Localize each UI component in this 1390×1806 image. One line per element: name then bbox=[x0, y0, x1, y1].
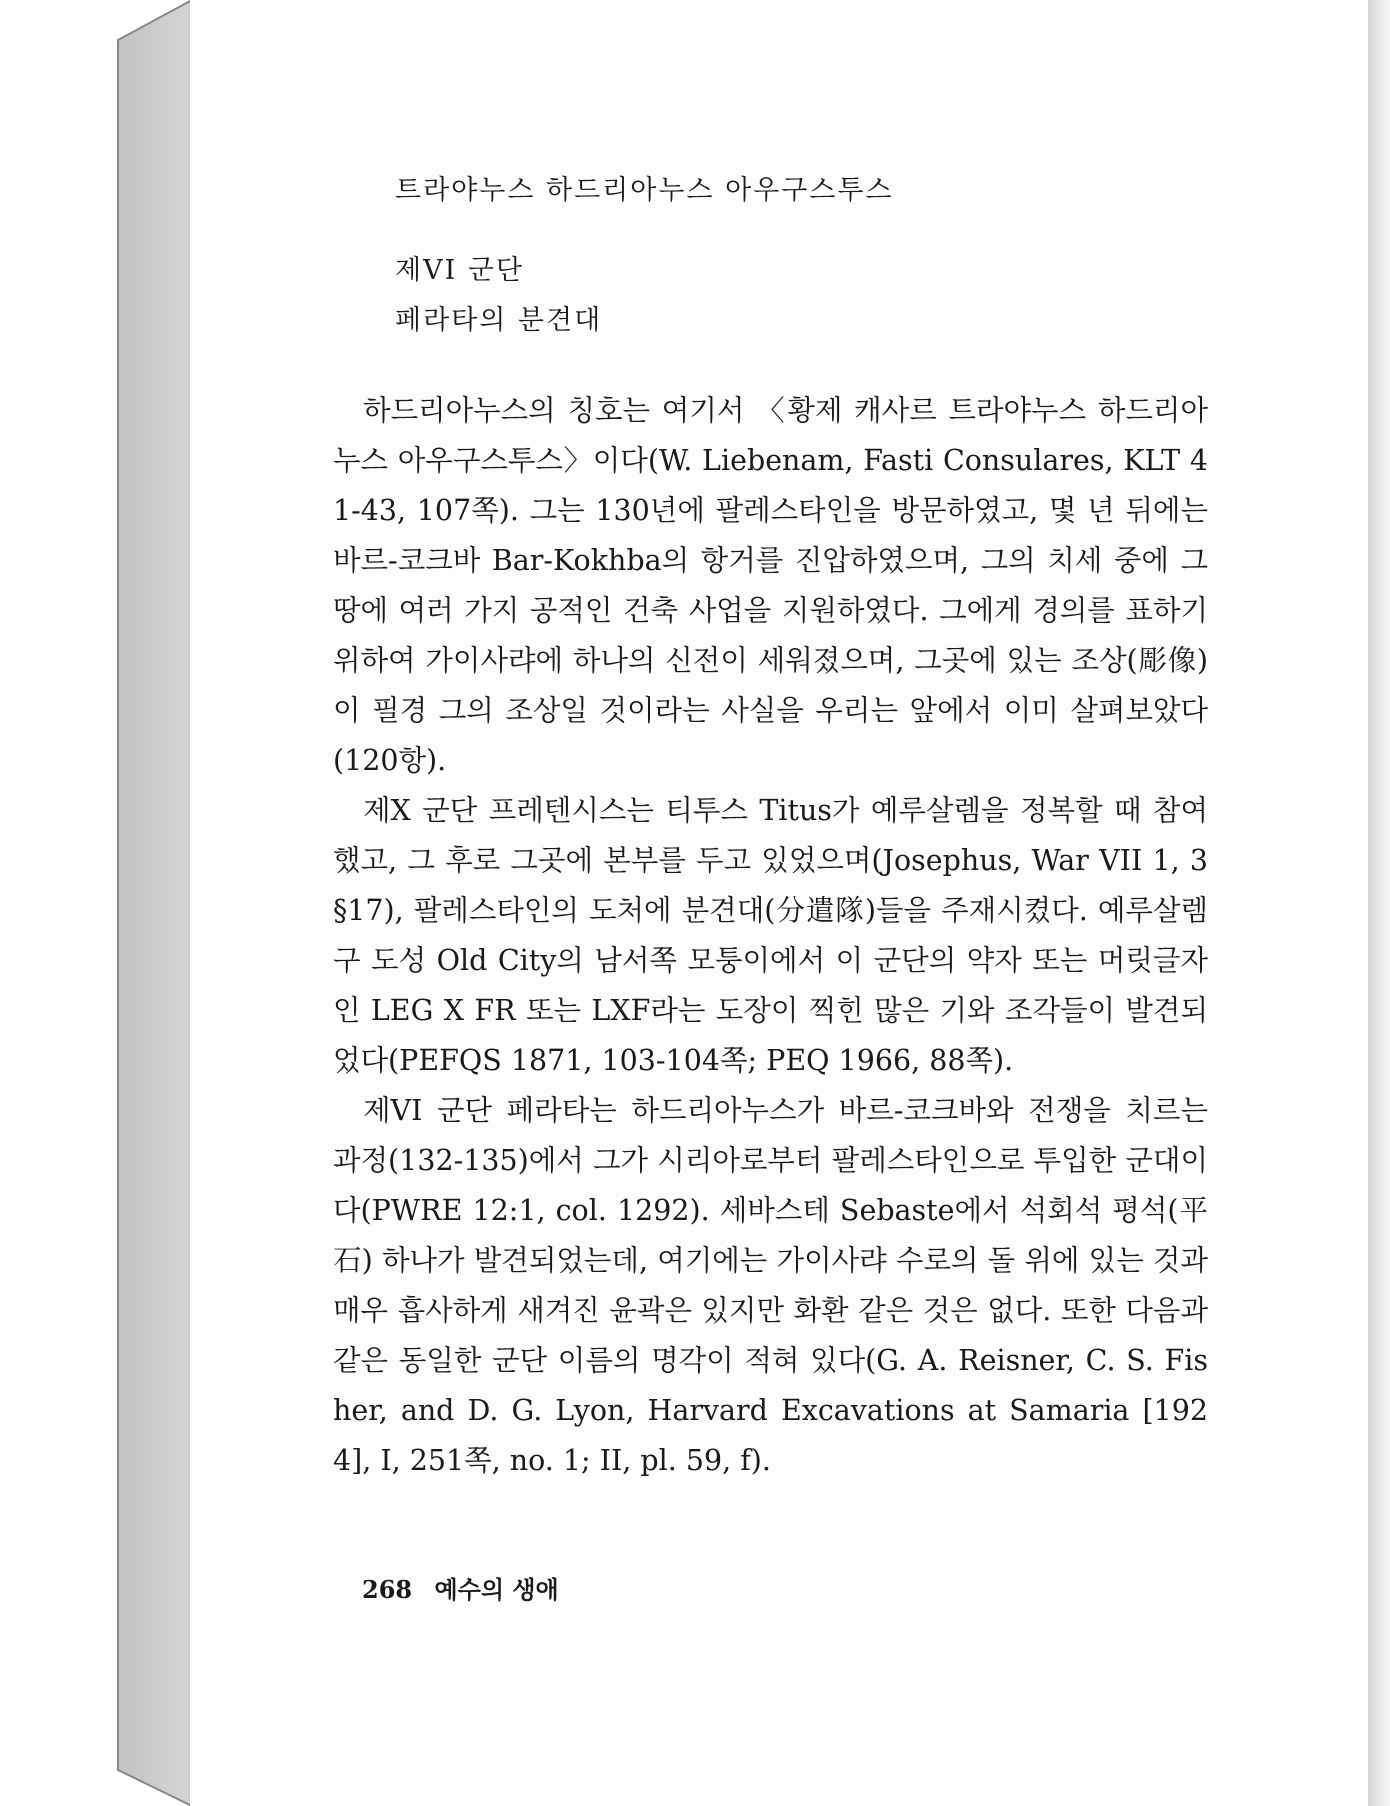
body-text bbox=[333, 386, 1208, 1486]
page-footer bbox=[362, 1570, 559, 1605]
header-line-2: 제VI 군단 bbox=[395, 255, 524, 286]
header-line-1: 트라야누스 하드리아누스 아우구스투스 bbox=[395, 175, 894, 206]
book-spine-graphic bbox=[0, 0, 200, 1806]
paragraph-3: 제VI 군단 페라타는 하드리아누스가 바르-코크바와 전쟁을 치르는 과정(132-135)에서 그가 시리아로부터 팔레스타인으로 투입한 군대이다(PWRE 12:1, col. 1292). 세바스테 Sebaste에서 석회석 평석(平石) 하나가 발견되었는데, 여기에는 가이사랴 수로의 돌 위에 있는 것과 매우 흡사하게 새겨진 윤곽은 있지만 화환 같은 것은 없다. 또한 다음과 같은 동일한 군단 이름의 명각이 적혀 있다(G. A. Reisner, C. S. Fisher, and D. G. Lyon, Harvard Excavations at Samaria [1924], I, 251쪽, no. 1; II, pl. 59, f). bbox=[333, 1094, 1208, 1477]
page-edge-shadow bbox=[1368, 0, 1390, 1806]
book-spine bbox=[0, 0, 200, 1806]
header-line-3: 페라타의 분견대 bbox=[395, 305, 603, 336]
running-book-title: 예수의 생애 bbox=[434, 1575, 559, 1604]
paragraph-2: 제X 군단 프레텐시스는 티투스 Titus가 예루살렘을 정복할 때 참여했고, 그 후로 그곳에 본부를 두고 있었으며(Josephus, War VII 1, 3 §17), 팔레스타인의 도처에 분견대(分遣隊)들을 주재시켰다. 예루살렘 구 도성 Old City의 남서쪽 모퉁이에서 이 군단의 약자 또는 머릿글자인 LEG X FR 또는 LXF라는 도장이 찍힌 많은 기와 조각들이 발견되었다(PEFQS 1871, 103-104쪽; PEQ 1966, 88쪽). bbox=[333, 794, 1208, 1077]
paragraph-1: 하드리아누스의 칭호는 여기서 〈황제 캐사르 트라야누스 하드리아누스 아우구스투스〉이다(W. Liebenam, Fasti Consulares, KLT 41-43, 107쪽). 그는 130년에 팔레스타인을 방문하였고, 몇 년 뒤에는 바르-코크바 Bar-Kokhba의 항거를 진압하였으며, 그의 치세 중에 그 땅에 여러 가지 공적인 건축 사업을 지원하였다. 그에게 경의를 표하기 위하여 가이사랴에 하나의 신전이 세워졌으며, 그곳에 있는 조상(彫像)이 필경 그의 조상일 것이라는 사실을 우리는 앞에서 이미 살펴보았다(120항). bbox=[333, 394, 1208, 777]
page-number: 268 bbox=[362, 1575, 413, 1604]
